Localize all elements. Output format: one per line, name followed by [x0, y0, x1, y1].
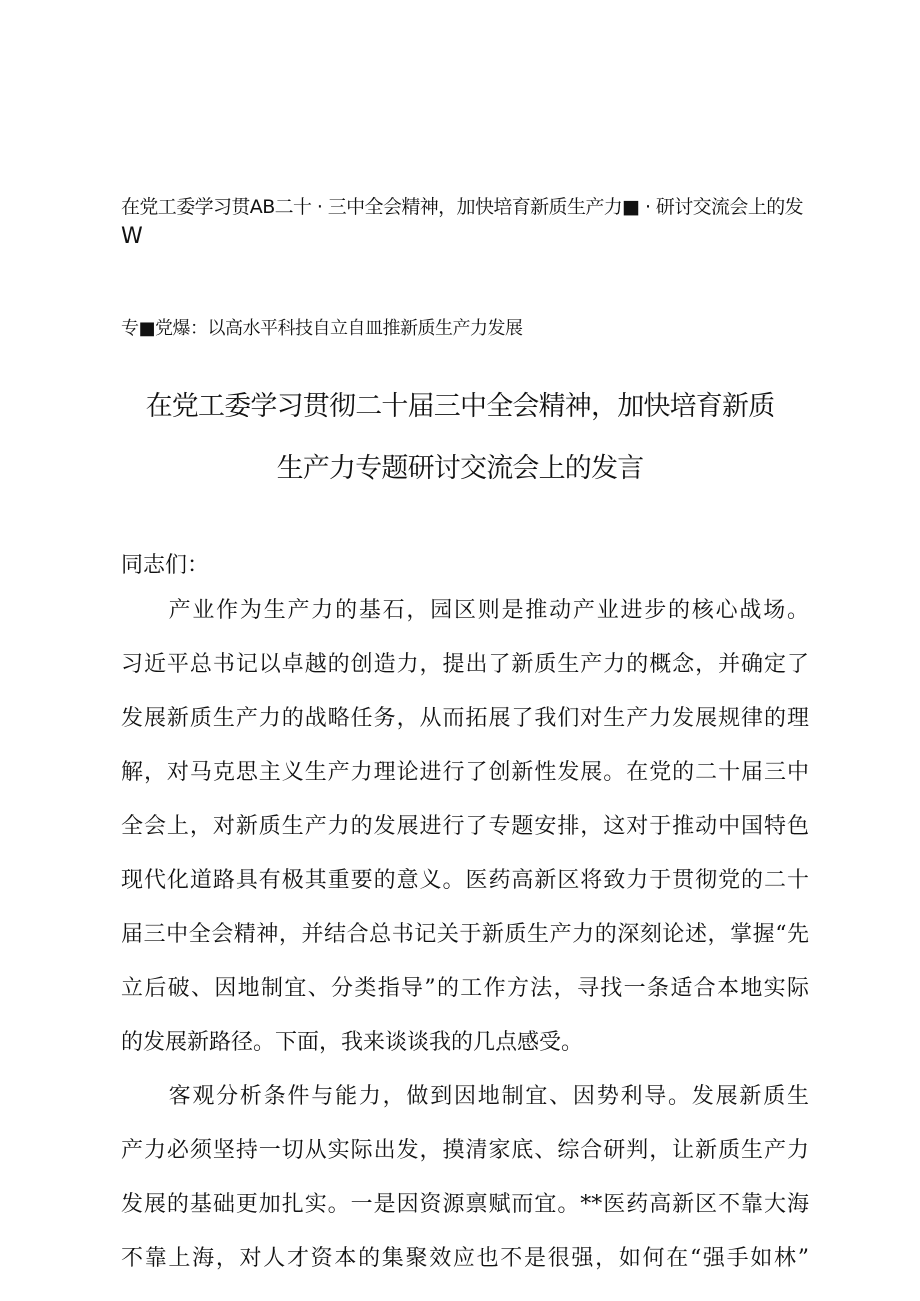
- document-title-line-2: 生产力专题研讨交流会上的发言: [276, 453, 644, 484]
- body-line: 习近平总书记以卓越的创造力，提出了新质生产力的概念，并确定了: [121, 652, 809, 677]
- body-line: 发展的基础更加扎实。一是因资源禀赋而宜。**医药高新区不靠大海: [121, 1192, 809, 1217]
- document-title-line-1: 在党工委学习贯彻二十届三中全会精神，加快培育新质: [145, 391, 775, 422]
- body-line: 产力必须坚持一切从实际出发，摸清家底、综合研判，让新质生产力: [121, 1138, 809, 1163]
- salutation: 同志们：: [121, 553, 210, 578]
- body-line: 立后破、因地制宜、分类指导”的工作方法，寻找一条适合本地实际: [121, 976, 809, 1001]
- body-line: 不靠上海，对人才资本的集聚效应也不是很强，如何在“强手如林”: [121, 1246, 809, 1271]
- body-line: 解，对马克思主义生产力理论进行了创新性发展。在党的二十届三中: [121, 760, 809, 785]
- subtitle: 专■党爆：以高水平科技自立自皿推新质生产力发展: [121, 318, 523, 339]
- header-line: 在党工委学习贯AB二十 · 三中全会精神，加快培育新质生产力■ · 研讨交流会上的发: [121, 196, 804, 218]
- body-line: 的发展新路径。下面，我来谈谈我的几点感受。: [121, 1030, 584, 1055]
- body-line: 产业作为生产力的基石，园区则是推动产业进步的核心战场。: [121, 598, 809, 623]
- body-line: 现代化道路具有极其重要的意义。医药高新区将致力于贯彻党的二十: [121, 868, 809, 893]
- header-line-continuation: W: [121, 224, 143, 249]
- body-line: 发展新质生产力的战略任务，从而拓展了我们对生产力发展规律的理: [121, 706, 809, 731]
- body-line: 届三中全会精神，并结合总书记关于新质生产力的深刻论述，掌握“先: [121, 922, 809, 947]
- body-line: 客观分析条件与能力，做到因地制宜、因势利导。发展新质生: [121, 1084, 809, 1109]
- body-line: 全会上，对新质生产力的发展进行了专题安排，这对于推动中国特色: [121, 814, 809, 839]
